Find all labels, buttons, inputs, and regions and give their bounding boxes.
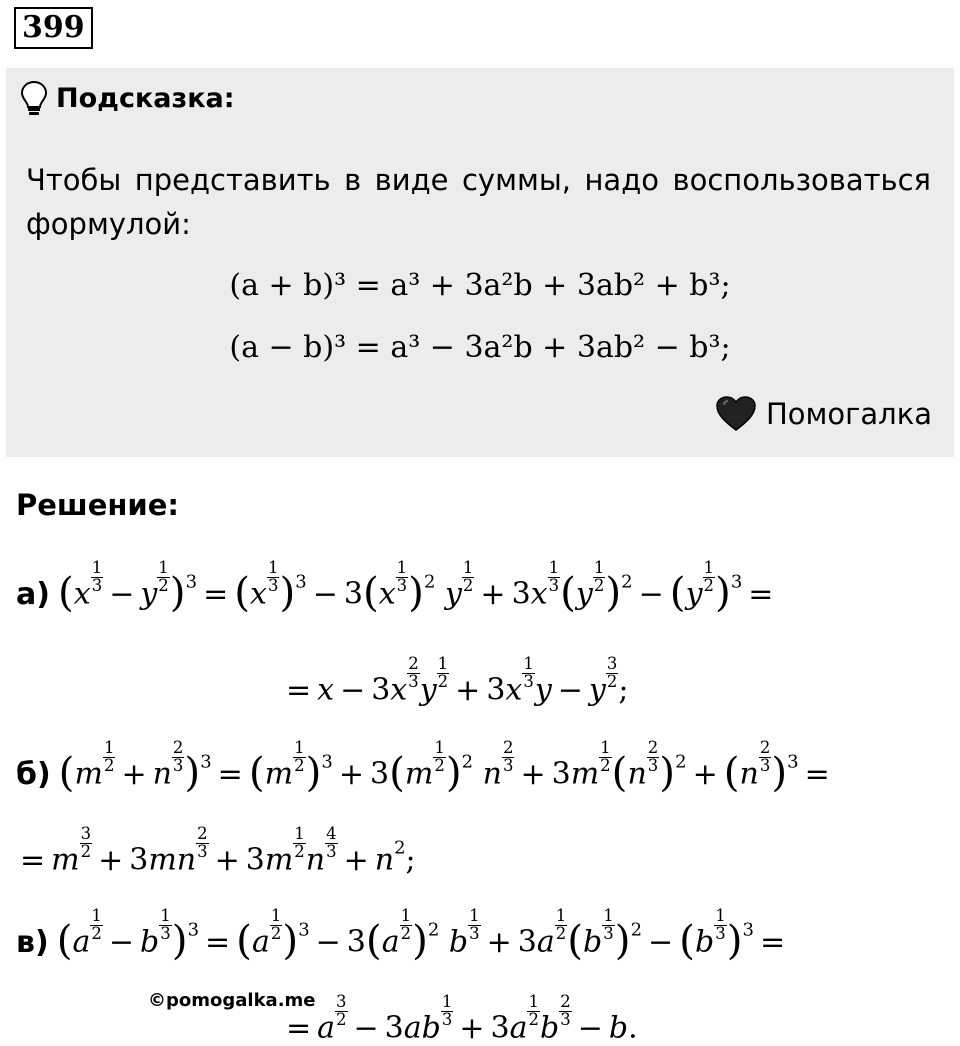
hint-text: Чтобы представить в виде суммы, надо воспользоваться формулой: [26, 163, 931, 241]
solution-c-line-2: = a $\frac{3}{2}$ − 3ab $\frac{1}{3}$ + 3a $\frac{1}{2}$ b $\frac{2}{3}$ − b. [286, 992, 638, 1046]
brand-name: Помогалка [766, 397, 932, 431]
formula-sum-cube: (a + b)³ = a³ + 3a²b + 3ab² + b³; [229, 268, 731, 303]
brand [716, 396, 932, 432]
heart-icon [716, 396, 756, 432]
solution-a-line-1: а) (x $\frac{1}{3}$ − y $\frac{1}{2}$ )$^3$ = (x $\frac{1}{3}$ )$^3$ − 3(x $\frac{1}{3}$ )$^2$ y $\frac{1}{2}$ + 3x $\frac{1}{3}$ (y $\frac{1}{2}$ )$^2$ − (y $\frac{1}{2}$ )$^3$ = [16, 558, 774, 617]
lightbulb-icon [20, 80, 48, 116]
problem-number: 399 [14, 7, 93, 49]
formula-diff-cube: (a − b)³ = a³ − 3a²b + 3ab² − b³; [229, 330, 731, 365]
solution-b-line-2: = m $\frac{3}{2}$ + 3mn $\frac{2}{3}$ + 3m $\frac{1}{2}$ n $\frac{4}{3}$ + $n^2$; [20, 824, 416, 878]
hint-title: Подсказка: [56, 82, 235, 114]
solution-title: Решение: [16, 488, 180, 522]
hint-box [6, 68, 954, 457]
watermark: ©pomogalka.me [148, 990, 316, 1011]
solution-a-line-2: = x − 3x $\frac{2}{3}$ y $\frac{1}{2}$ + 3x $\frac{1}{3}$ y − y $\frac{3}{2}$ ; [286, 654, 629, 708]
solution-c-line-1: в) (a $\frac{1}{2}$ − b $\frac{1}{3}$ )$^3$ = (a $\frac{1}{2}$ )$^3$ − 3(a $\frac{1}{2}$ )$^2$ b $\frac{1}{3}$ + 3a $\frac{1}{2}$ (b $\frac{1}{3}$ )$^2$ − (b $\frac{1}{3}$ )$^3$ = [16, 906, 786, 965]
solution-b-line-1: б) (m $\frac{1}{2}$ + n $\frac{2}{3}$ )$^3$ = (m $\frac{1}{2}$ )$^3$ + 3(m $\frac{1}{2}$ )$^2$ n $\frac{2}{3}$ + 3m $\frac{1}{2}$ (n $\frac{2}{3}$ )$^2$ + (n $\frac{2}{3}$ )$^3$ = [16, 738, 830, 797]
hint-header [20, 80, 235, 116]
